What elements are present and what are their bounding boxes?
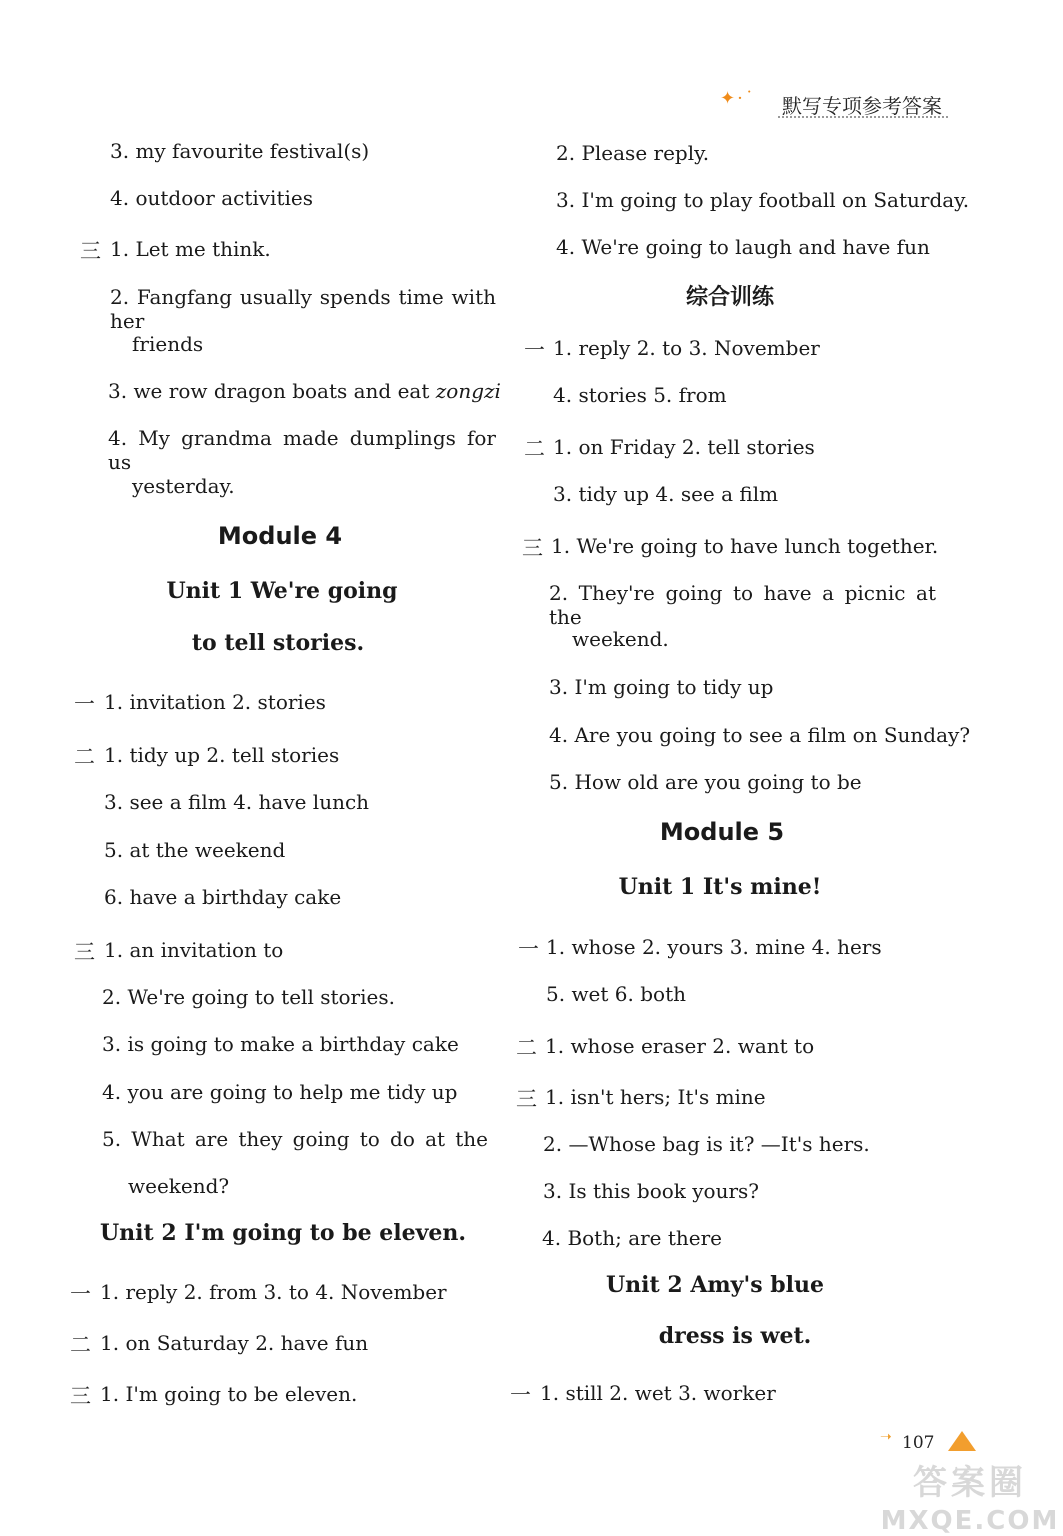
header-title: 默写专项参考答案 <box>782 94 942 118</box>
unit-heading: to tell stories. <box>191 630 365 656</box>
triangle-icon <box>948 1431 976 1451</box>
section-marker: 二 <box>70 1333 91 1357</box>
answer-line: 5. How old are you going to be <box>549 770 862 794</box>
answer-line: 4. We're going to laugh and have fun <box>556 235 930 259</box>
section-marker: 三 <box>80 239 101 263</box>
unit-heading: Unit 2 I'm going to be eleven. <box>100 1220 467 1246</box>
answer-line: 2. —Whose bag is it? —It's hers. <box>543 1132 870 1156</box>
watermark-url: MXQE.COM <box>880 1506 1060 1536</box>
answer-line: 6. have a birthday cake <box>104 885 342 909</box>
answer-line: 1. Let me think. <box>110 237 271 261</box>
answer-text: 3. we row dragon boats and eat <box>108 379 436 403</box>
unit-heading: Unit 2 Amy's blue <box>606 1272 824 1298</box>
page-footer <box>880 1425 1060 1536</box>
section-marker: 一 <box>74 692 95 716</box>
arrow-icon: ➝ <box>880 1429 892 1445</box>
answer-line: 4. you are going to help me tidy up <box>102 1080 458 1104</box>
answer-line: 5. at the weekend <box>104 838 286 862</box>
answer-line: 3. I'm going to tidy up <box>549 675 774 699</box>
section-marker: 一 <box>524 338 545 362</box>
section-marker: 一 <box>518 937 539 961</box>
section-marker: 三 <box>516 1087 537 1111</box>
answer-line: 1. an invitation to <box>104 938 284 962</box>
section-heading: 综合训练 <box>685 285 774 310</box>
answer-line: 3. tidy up 4. see a film <box>553 482 779 506</box>
answer-line: 4. My grandma made dumplings for us <box>108 426 496 474</box>
answer-line: 1. still 2. wet 3. worker <box>540 1381 776 1405</box>
watermark <box>880 1455 1060 1536</box>
answer-line: 5. What are they going to do at the <box>102 1127 488 1151</box>
answer-line: 2. We're going to tell stories. <box>102 985 395 1009</box>
section-marker: 三 <box>74 940 95 964</box>
unit-heading: Unit 1 We're going <box>166 578 398 604</box>
answer-line: yesterday. <box>132 474 235 498</box>
section-marker: 一 <box>70 1282 91 1306</box>
answer-line: 2. Fangfang usually spends time with her <box>110 285 496 333</box>
answer-line: 1. on Saturday 2. have fun <box>100 1331 369 1355</box>
answer-line <box>108 379 501 403</box>
answer-line: 1. I'm going to be eleven. <box>100 1382 358 1406</box>
answer-line: 4. outdoor activities <box>110 186 313 210</box>
answer-line: friends <box>132 332 204 356</box>
answer-line: 1. whose 2. yours 3. mine 4. hers <box>546 935 882 959</box>
answer-line: 3. see a film 4. have lunch <box>104 790 370 814</box>
section-marker: 二 <box>74 745 95 769</box>
watermark-text: 答案圈 <box>913 1463 1027 1503</box>
unit-heading: Unit 1 It's mine! <box>618 874 822 900</box>
module-heading: Module 4 <box>217 522 343 550</box>
page-header <box>720 88 950 120</box>
section-marker: 二 <box>516 1036 537 1060</box>
page-number: 107 <box>902 1433 935 1453</box>
answer-line: 3. Is this book yours? <box>543 1179 760 1203</box>
answer-line: 1. tidy up 2. tell stories <box>104 743 340 767</box>
answer-italic-text: zongzi <box>435 379 501 403</box>
section-marker: 三 <box>70 1384 91 1408</box>
answer-line: 1. We're going to have lunch together. <box>551 534 939 558</box>
section-marker: 三 <box>522 536 543 560</box>
answer-line: weekend? <box>128 1174 230 1198</box>
answer-line: 1. isn't hers; It's mine <box>545 1085 766 1109</box>
answer-line: 1. reply 2. from 3. to 4. November <box>100 1280 447 1304</box>
answer-line: 1. whose eraser 2. want to <box>545 1034 815 1058</box>
unit-heading: dress is wet. <box>658 1323 812 1349</box>
answer-line: 3. I'm going to play football on Saturday. <box>556 188 970 212</box>
answer-line: 2. Please reply. <box>556 141 710 165</box>
answer-line: 4. stories 5. from <box>553 383 727 407</box>
section-marker: 二 <box>524 437 545 461</box>
answer-line: 5. wet 6. both <box>546 982 686 1006</box>
answer-line: 4. Are you going to see a film on Sunday? <box>549 723 971 747</box>
module-heading: Module 5 <box>659 818 785 846</box>
header-underline <box>778 116 948 118</box>
answer-line: 1. on Friday 2. tell stories <box>553 435 815 459</box>
answer-line: 4. Both; are there <box>542 1226 723 1250</box>
answer-line: 3. my favourite festival(s) <box>110 139 370 163</box>
answer-line: weekend. <box>572 627 669 651</box>
answer-line: 2. They're going to have a picnic at the <box>549 581 936 629</box>
answer-line: 1. invitation 2. stories <box>104 690 326 714</box>
answer-line: 1. reply 2. to 3. November <box>553 336 820 360</box>
section-marker: 一 <box>510 1383 531 1407</box>
star-icon: ✦·˙ <box>720 88 756 109</box>
answer-line: 3. is going to make a birthday cake <box>102 1032 459 1056</box>
